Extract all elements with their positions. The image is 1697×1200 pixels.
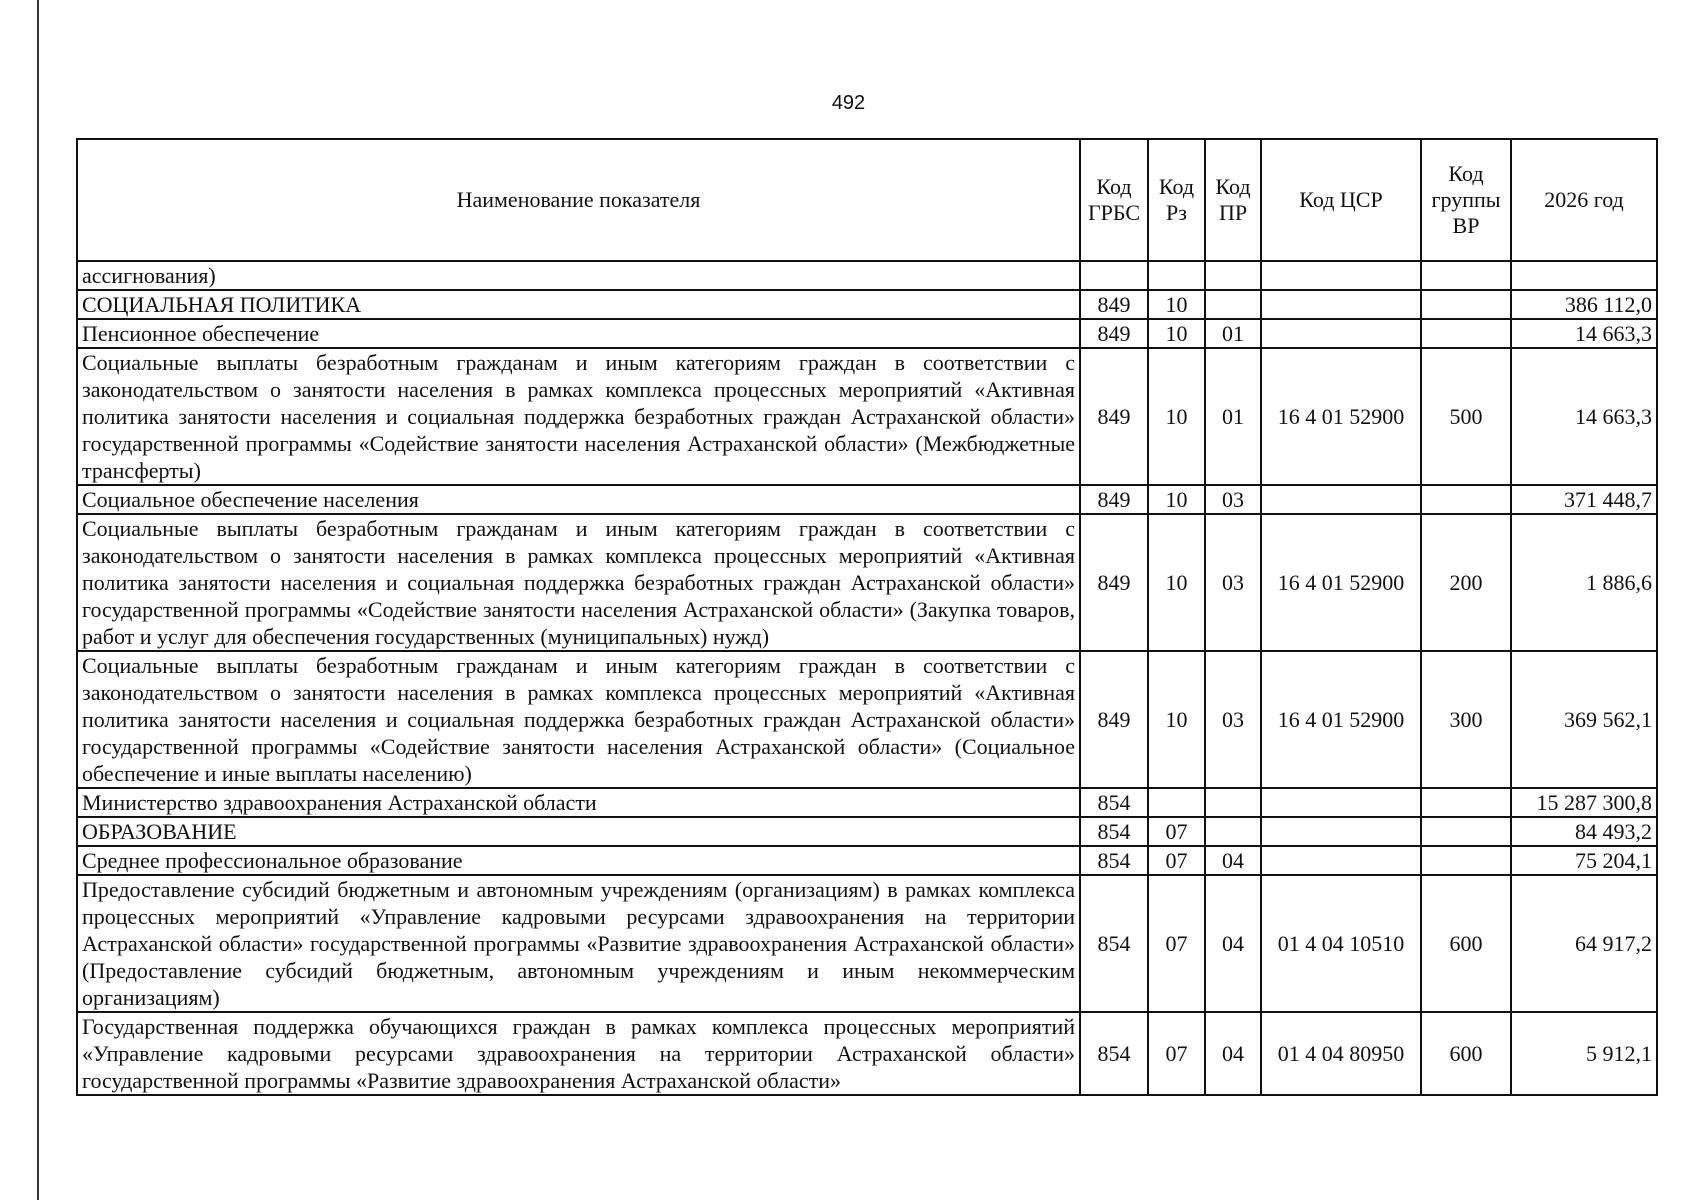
row-rz [1148, 261, 1205, 290]
header-vr: Код группы ВР [1421, 139, 1511, 261]
row-csr [1261, 261, 1421, 290]
table-row [77, 348, 1657, 485]
budget-table [76, 138, 1658, 1096]
table-row [77, 1012, 1657, 1095]
row-grbs: 849 [1080, 290, 1148, 319]
row-rz: 10 [1148, 651, 1205, 788]
row-vr: 600 [1421, 1012, 1511, 1095]
row-rz: 07 [1148, 846, 1205, 875]
table-row [77, 319, 1657, 348]
table-row [77, 485, 1657, 514]
row-vr [1421, 261, 1511, 290]
header-pr: Код ПР [1205, 139, 1261, 261]
row-sum: 14 663,3 [1511, 348, 1657, 485]
row-grbs: 854 [1080, 1012, 1148, 1095]
table-row [77, 875, 1657, 1012]
row-grbs [1080, 261, 1148, 290]
row-rz: 10 [1148, 485, 1205, 514]
row-csr: 16 4 01 52900 [1261, 651, 1421, 788]
row-grbs: 854 [1080, 846, 1148, 875]
row-name: Социальные выплаты безработным гражданам и иным категориям граждан в соответствии с законодательством о занятости населения в рамках комплекса процессных мероприятий «Активная политика занятости населения и социальная поддержка безработных граждан Астраханской области» государственной программы «Содействие занятости населения Астраханской области» (Социальное обеспечение и иные выплаты населению) [77, 651, 1080, 788]
row-name: Среднее профессиональное образование [77, 846, 1080, 875]
row-pr: 01 [1205, 348, 1261, 485]
header-year: 2026 год [1511, 139, 1657, 261]
row-name: СОЦИАЛЬНАЯ ПОЛИТИКА [77, 290, 1080, 319]
row-sum: 75 204,1 [1511, 846, 1657, 875]
row-vr [1421, 846, 1511, 875]
header-rz: Код Рз [1148, 139, 1205, 261]
row-pr: 04 [1205, 875, 1261, 1012]
row-sum: 15 287 300,8 [1511, 788, 1657, 817]
row-name: Пенсионное обеспечение [77, 319, 1080, 348]
row-pr: 01 [1205, 319, 1261, 348]
row-csr [1261, 846, 1421, 875]
row-rz: 07 [1148, 875, 1205, 1012]
row-csr: 01 4 04 80950 [1261, 1012, 1421, 1095]
row-grbs: 854 [1080, 817, 1148, 846]
row-pr: 03 [1205, 485, 1261, 514]
row-pr [1205, 290, 1261, 319]
row-name: Социальное обеспечение населения [77, 485, 1080, 514]
row-csr: 16 4 01 52900 [1261, 348, 1421, 485]
row-name: Социальные выплаты безработным гражданам и иным категориям граждан в соответствии с законодательством о занятости населения в рамках комплекса процессных мероприятий «Активная политика занятости населения и социальная поддержка безработных граждан Астраханской области» государственной программы «Содействие занятости населения Астраханской области» (Межбюджетные трансферты) [77, 348, 1080, 485]
row-sum: 64 917,2 [1511, 875, 1657, 1012]
row-vr: 600 [1421, 875, 1511, 1012]
row-vr: 300 [1421, 651, 1511, 788]
row-sum: 5 912,1 [1511, 1012, 1657, 1095]
row-vr [1421, 319, 1511, 348]
table-row [77, 846, 1657, 875]
row-sum: 371 448,7 [1511, 485, 1657, 514]
row-vr [1421, 788, 1511, 817]
row-name: Государственная поддержка обучающихся граждан в рамках комплекса процессных мероприятий «Управление кадровыми ресурсами здравоохранения на территории Астраханской области» государственной программы «Развитие здравоохранения Астраханской области» [77, 1012, 1080, 1095]
row-grbs: 849 [1080, 485, 1148, 514]
row-csr [1261, 817, 1421, 846]
row-pr [1205, 788, 1261, 817]
row-rz: 07 [1148, 817, 1205, 846]
row-pr [1205, 817, 1261, 846]
row-vr [1421, 817, 1511, 846]
table-row [77, 817, 1657, 846]
row-grbs: 849 [1080, 319, 1148, 348]
binding-margin-line [37, 0, 39, 1200]
row-vr [1421, 485, 1511, 514]
header-grbs: Код ГРБС [1080, 139, 1148, 261]
row-name: Министерство здравоохранения Астраханской области [77, 788, 1080, 817]
row-csr [1261, 290, 1421, 319]
page-number: 492 [831, 92, 866, 114]
table-header-row [77, 139, 1657, 261]
row-pr: 04 [1205, 1012, 1261, 1095]
row-name: ассигнования) [77, 261, 1080, 290]
row-grbs: 854 [1080, 788, 1148, 817]
row-sum: 1 886,6 [1511, 514, 1657, 651]
row-vr: 200 [1421, 514, 1511, 651]
row-csr [1261, 485, 1421, 514]
row-sum: 386 112,0 [1511, 290, 1657, 319]
row-vr [1421, 290, 1511, 319]
row-csr: 01 4 04 10510 [1261, 875, 1421, 1012]
row-grbs: 849 [1080, 348, 1148, 485]
row-pr: 04 [1205, 846, 1261, 875]
row-name: Социальные выплаты безработным гражданам и иным категориям граждан в соответствии с законодательством о занятости населения в рамках комплекса процессных мероприятий «Активная политика занятости населения и социальная поддержка безработных граждан Астраханской области» государственной программы «Содействие занятости населения Астраханской области» (Закупка товаров, работ и услуг для обеспечения государственных (муниципальных) нужд) [77, 514, 1080, 651]
row-pr: 03 [1205, 651, 1261, 788]
row-name: ОБРАЗОВАНИЕ [77, 817, 1080, 846]
table-row [77, 261, 1657, 290]
row-rz: 07 [1148, 1012, 1205, 1095]
row-pr: 03 [1205, 514, 1261, 651]
row-sum [1511, 261, 1657, 290]
table-row [77, 788, 1657, 817]
row-grbs: 854 [1080, 875, 1148, 1012]
row-csr [1261, 788, 1421, 817]
row-vr: 500 [1421, 348, 1511, 485]
row-csr [1261, 319, 1421, 348]
table-row [77, 651, 1657, 788]
row-sum: 369 562,1 [1511, 651, 1657, 788]
row-rz: 10 [1148, 319, 1205, 348]
row-sum: 14 663,3 [1511, 319, 1657, 348]
row-sum: 84 493,2 [1511, 817, 1657, 846]
row-grbs: 849 [1080, 651, 1148, 788]
row-pr [1205, 261, 1261, 290]
header-name: Наименование показателя [77, 139, 1080, 261]
row-csr: 16 4 01 52900 [1261, 514, 1421, 651]
row-rz [1148, 788, 1205, 817]
table-row [77, 514, 1657, 651]
table-row [77, 290, 1657, 319]
row-rz: 10 [1148, 290, 1205, 319]
row-rz: 10 [1148, 514, 1205, 651]
header-csr: Код ЦСР [1261, 139, 1421, 261]
row-name: Предоставление субсидий бюджетным и автономным учреждениям (организациям) в рамках комплекса процессных мероприятий «Управление кадровыми ресурсами здравоохранения на территории Астраханской области» государственной программы «Развитие здравоохранения Астраханской области» (Предоставление субсидий бюджетным, автономным учреждениям и иным некоммерческим организациям) [77, 875, 1080, 1012]
row-rz: 10 [1148, 348, 1205, 485]
row-grbs: 849 [1080, 514, 1148, 651]
